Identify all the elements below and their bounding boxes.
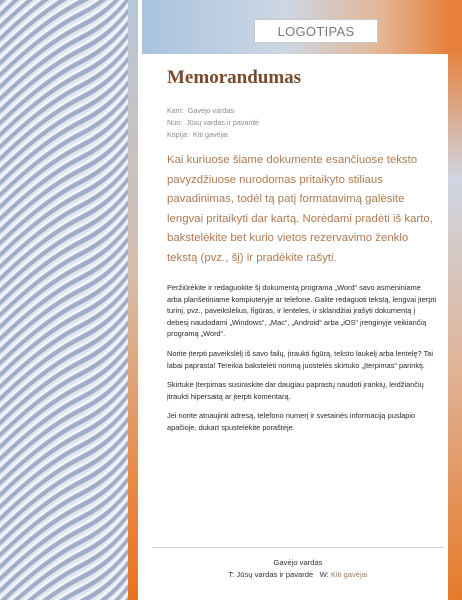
meta-to[interactable] (167, 105, 437, 117)
footer-contact (152, 569, 444, 581)
footer-w-label: W: (319, 570, 329, 579)
body-paragraph[interactable]: Peržiūrėkite ir redaguokite šį dokumentą programa „Word“ savo asmeniniame arba planšetiniame kompiuteryje ar telefone. Galite redaguoti tekstą, lengvai įterpti turinį, pvz., paveikslėlius, figūras, ir lenteles, ir sklandžiai įrašyti dokumentą į debesį naudodami „Windows“, „Mac“, „Android“ arba „iOS“ įrenginyje veikiančią programą „Word“. (167, 283, 437, 339)
footer[interactable] (152, 557, 444, 581)
logo-placeholder[interactable] (254, 19, 378, 43)
left-gradient-strip (128, 0, 138, 600)
body-paragraph[interactable]: Norite įterpti paveikslėlį iš savo failų, įtraukti figūrą, teksto laukelį arba lentelę? Tai labai paprasta! Tereikia bakstelėti norimą juostelės skirtuko „Įterpimas“ parinktį. (167, 348, 434, 370)
footer-t-label: T: (228, 570, 235, 579)
footer-name: Gavėjo vardas (273, 558, 323, 567)
meta-cc-label: Kopija: (167, 130, 189, 139)
meta-from[interactable] (167, 117, 437, 129)
footer-w-value: Kiti gavėjai (330, 570, 368, 579)
memo-body (167, 282, 437, 434)
memo-content (167, 64, 437, 442)
logo-text: LOGOTIPAS (277, 23, 355, 39)
meta-cc-value: Kiti gavėjai (192, 130, 228, 139)
body-paragraph[interactable]: Skirtuke Įterpimas susiraskite dar daugiau paprastų naudoti įrankių, leidžiančių įtraukti hipersaitą ar įterpti komentarą. (167, 380, 424, 401)
right-gradient-strip (448, 0, 462, 600)
meta-from-value: Jūsų vardas ir pavardė (186, 118, 259, 127)
memo-lead-paragraph[interactable]: Kai kuriuose šiame dokumente esančiuose teksto pavyzdžiuose nurodomas pritaikyto stiliaus pavadinimas, todėl tą patį formatavimą galėsite lengvai pritaikyti dar kartą. Norėdami pradėti iš karto, bakstelėkite bet kurio vietos rezervavimo ženklo tekstą (pvz., šį) ir pradėkite rašyti. (167, 154, 433, 264)
meta-to-value: Gavėjo vardas (187, 106, 235, 115)
memo-meta (167, 105, 437, 141)
decorative-snow-texture-image (0, 0, 128, 600)
body-paragraph[interactable]: Jei norite atnaujinti adresą, telefono numerį ir svetainės informaciją puslapio apačioje, dukart spustelėkite poraštėje. (167, 411, 416, 432)
footer-t-value: Jūsų vardas ir pavardė (236, 570, 314, 579)
meta-cc[interactable] (167, 129, 437, 141)
footer-divider (152, 547, 444, 548)
meta-to-label: Kam: (167, 106, 184, 115)
memo-title[interactable]: Memorandumas (167, 67, 302, 88)
meta-from-label: Nuo: (167, 118, 183, 127)
